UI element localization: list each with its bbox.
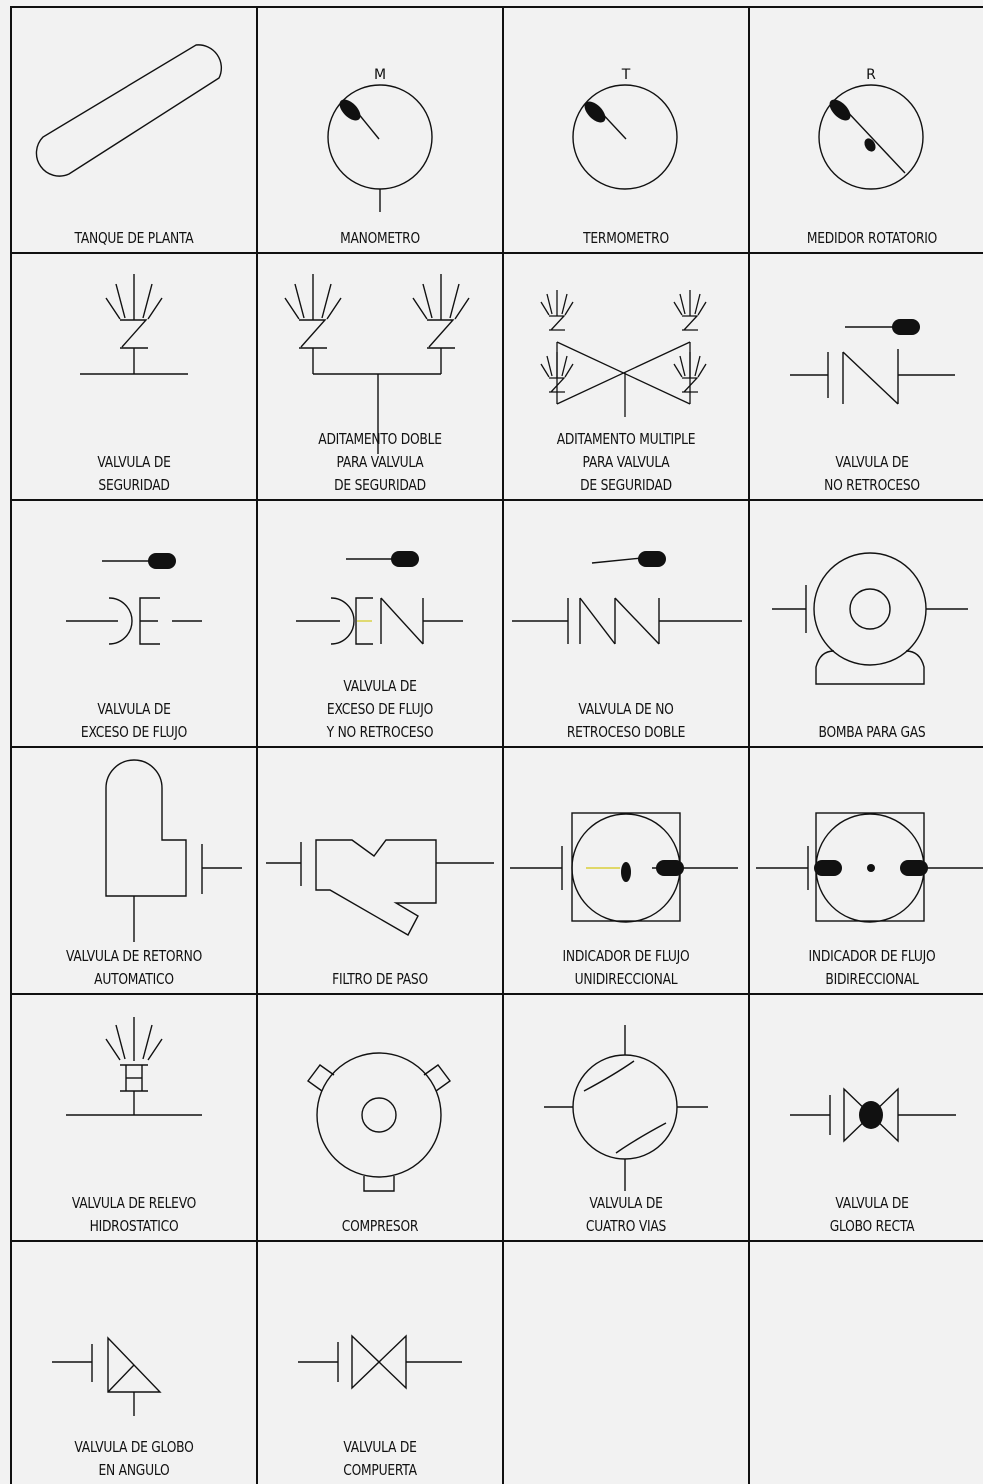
label-compresor: COMPRESOR bbox=[341, 1217, 419, 1235]
label-tanque-de-planta: TANQUE DE PLANTA bbox=[74, 229, 194, 247]
symbol-tanque-de-planta bbox=[12, 8, 256, 252]
label-termometro: TERMOMETRO bbox=[583, 229, 669, 247]
symbol-compresor bbox=[258, 995, 502, 1240]
meter-needle-icon bbox=[826, 96, 854, 124]
label-valvula-exceso-flujo: VALVULA DE EXCESO DE FLUJO bbox=[80, 700, 188, 741]
weight-icon bbox=[391, 551, 419, 567]
symbol-termometro bbox=[504, 8, 748, 252]
empty-cell bbox=[504, 1242, 748, 1484]
label-valvula-de-no-retroceso: VALVULA DE NO RETROCESO bbox=[824, 453, 920, 494]
symbol-aditamento-multiple bbox=[504, 254, 748, 499]
dial-letter: M bbox=[373, 67, 387, 83]
symbol-valvula-relevo-hidrostatico bbox=[12, 995, 256, 1240]
label-no-retroceso-doble: VALVULA DE NO RETROCESO DOBLE bbox=[566, 700, 686, 741]
weight-icon bbox=[638, 551, 666, 567]
symbol-valvula-de-no-retroceso bbox=[750, 254, 983, 499]
symbol-valvula-cuatro-vias bbox=[504, 995, 748, 1240]
weight-icon bbox=[148, 553, 176, 569]
label-exceso-y-no-retroceso: VALVULA DE EXCESO DE FLUJO Y NO RETROCESO bbox=[326, 677, 434, 741]
flow-marker-icon bbox=[656, 860, 684, 876]
symbol-manometro bbox=[258, 8, 502, 252]
label-aditamento-doble: ADITAMENTO DOBLE PARA VALVULA DE SEGURIDAD bbox=[318, 430, 442, 494]
label-valvula-globo-recta: VALVULA DE GLOBO RECTA bbox=[829, 1194, 915, 1235]
empty-cell bbox=[750, 1242, 983, 1484]
symbol-filtro-de-paso bbox=[258, 748, 502, 993]
symbol-valvula-compuerta bbox=[258, 1242, 502, 1484]
flow-marker-left-icon bbox=[814, 860, 842, 876]
symbol-no-retroceso-doble bbox=[504, 501, 748, 746]
symbol-indicador-unidireccional bbox=[504, 748, 748, 993]
symbol-valvula-globo-recta bbox=[750, 995, 983, 1240]
symbol-valvula-retorno-automatico bbox=[12, 748, 256, 993]
gauge-needle-icon bbox=[336, 96, 364, 124]
label-indicador-bidireccional: INDICADOR DE FLUJO BIDIRECCIONAL bbox=[808, 947, 936, 988]
symbol-valvula-exceso-flujo bbox=[12, 501, 256, 746]
symbol-aditamento-doble bbox=[258, 254, 502, 499]
label-filtro-de-paso: FILTRO DE PASO bbox=[332, 970, 428, 988]
thermometer-needle-icon bbox=[581, 98, 609, 126]
label-valvula-cuatro-vias: VALVULA DE CUATRO VIAS bbox=[585, 1194, 667, 1235]
dial-letter: R bbox=[866, 67, 876, 83]
label-medidor-rotatorio: MEDIDOR ROTATORIO bbox=[806, 229, 938, 247]
symbol-bomba-para-gas bbox=[750, 501, 983, 746]
symbol-valvula-globo-angulo bbox=[12, 1242, 256, 1484]
tank-shape bbox=[12, 8, 256, 252]
symbol-medidor-rotatorio bbox=[750, 8, 983, 252]
symbol-exceso-y-no-retroceso bbox=[258, 501, 502, 746]
label-valvula-globo-angulo: VALVULA DE GLOBO EN ANGULO bbox=[74, 1438, 194, 1479]
flow-marker-right-icon bbox=[900, 860, 928, 876]
label-manometro: MANOMETRO bbox=[340, 229, 420, 247]
label-aditamento-multiple: ADITAMENTO MULTIPLE PARA VALVULA DE SEGURIDAD bbox=[556, 430, 696, 494]
weight-icon bbox=[892, 319, 920, 335]
label-valvula-compuerta: VALVULA DE COMPUERTA bbox=[343, 1438, 417, 1479]
globe-icon bbox=[859, 1101, 883, 1129]
dial-letter: T bbox=[621, 67, 631, 83]
symbol-valvula-de-seguridad bbox=[12, 254, 256, 499]
label-bomba-para-gas: BOMBA PARA GAS bbox=[818, 723, 926, 741]
label-valvula-retorno-automatico: VALVULA DE RETORNO AUTOMATICO bbox=[65, 947, 203, 988]
label-valvula-de-seguridad: VALVULA DE SEGURIDAD bbox=[97, 453, 171, 494]
label-indicador-unidireccional: INDICADOR DE FLUJO UNIDIRECCIONAL bbox=[562, 947, 690, 988]
symbol-indicador-bidireccional bbox=[750, 748, 983, 993]
label-valvula-relevo-hidrostatico: VALVULA DE RELEVO HIDROSTATICO bbox=[71, 1194, 197, 1235]
